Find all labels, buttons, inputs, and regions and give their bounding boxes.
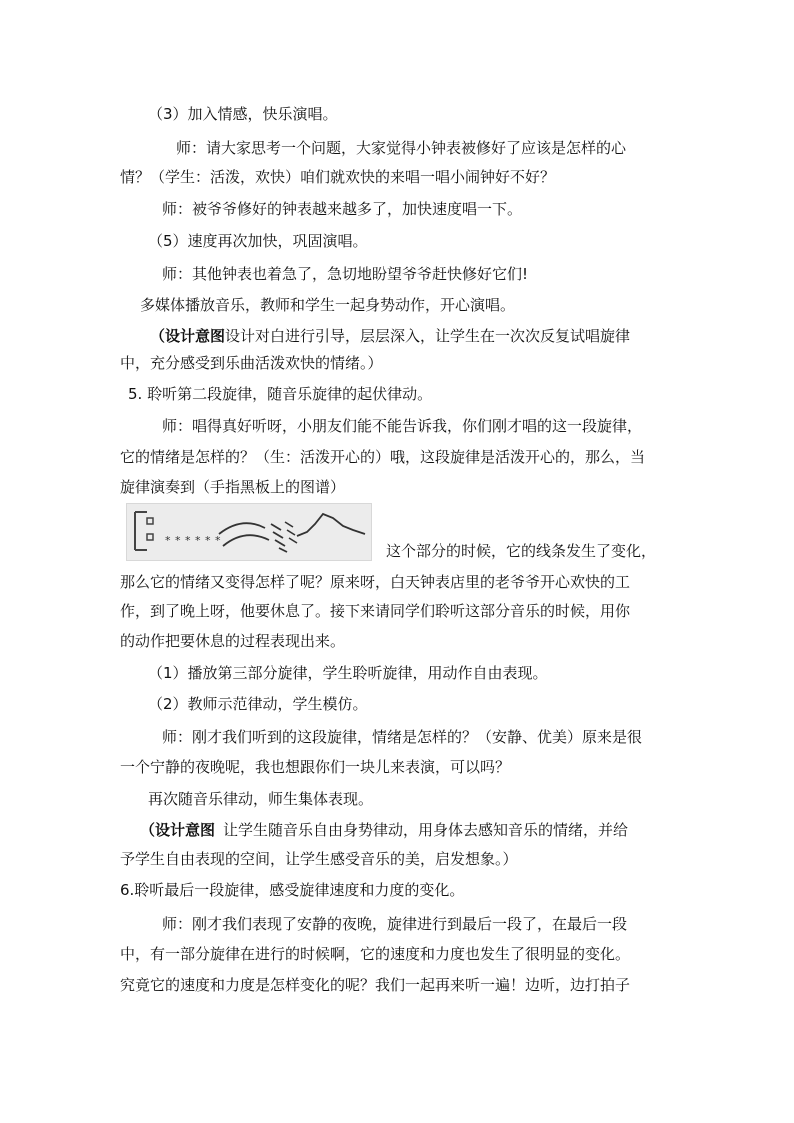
svg-text:*: * xyxy=(175,534,181,547)
body-line-17: 的动作把要休息的过程表现出来。 xyxy=(120,632,346,650)
teacher-line-4-cont2: 旋律演奏到（手指黑板上的图谱） xyxy=(120,478,346,496)
teacher-line-5: 师：刚才我们听到的这段旋律，情绪是怎样的？（安静、优美）原来是很 xyxy=(162,728,643,746)
teacher-line-3: 师：其他钟表也着急了，急切地盼望爷爷赶快修好它们! xyxy=(162,265,529,283)
svg-text:*: * xyxy=(205,534,211,547)
design-intent-2 xyxy=(140,820,628,840)
svg-text:*: * xyxy=(185,534,191,547)
teacher-line-2: 师：被爷爷修好的钟表越来越多了，加快速度唱一下。 xyxy=(162,200,523,218)
group-perform-line: 再次随音乐律动，师生集体表现。 xyxy=(148,790,374,808)
sub-step-2: （2）教师示范律动，学生模仿。 xyxy=(148,695,368,713)
body-line-16: 作，到了晚上呀，他要休息了。接下来请同学们聆听这部分音乐的时候，用你 xyxy=(120,602,631,620)
sub-step-1: （1）播放第三部分旋律，学生聆听旋律，用动作自由表现。 xyxy=(148,664,548,682)
teacher-line-4-cont: 它的情绪是怎样的？（生：活泼开心的）哦，这段旋律是活泼开心的，那么，当 xyxy=(120,448,646,466)
design-intent-text: 让学生随音乐自由身势律动，用身体去感知音乐的情绪，并给 xyxy=(223,821,629,839)
teacher-line-6-cont: 中，有一部分旋律在进行的时候啊，它的速度和力度也发生了很明显的变化。 xyxy=(120,945,631,963)
section-5-heading: 5. 聆听第二段旋律，随音乐旋律的起伏律动。 xyxy=(128,385,433,403)
body-line-15: 那么它的情绪又变得怎样了呢？原来呀，白天钟表店里的老爷爷开心欢快的工 xyxy=(120,573,631,591)
teacher-line-6-cont2: 究竟它的速度和力度是怎样变化的呢？我们一起再来听一遍！边听，边打拍子 xyxy=(120,976,631,994)
design-intent-label: （设计意图 xyxy=(150,327,226,345)
design-intent-2-cont: 予学生自由表现的空间，让学生感受音乐的美，启发想象。） xyxy=(120,850,518,868)
multimedia-line: 多媒体播放音乐，教师和学生一起身势动作，开心演唱。 xyxy=(140,296,516,314)
teacher-line-5-cont: 一个宁静的夜晚呢，我也想跟你们一块儿来表演，可以吗？ xyxy=(120,758,511,776)
design-intent-label: （设计意图 xyxy=(140,821,216,839)
para-step-5: （5）速度再次加快，巩固演唱。 xyxy=(148,232,368,250)
svg-text:*: * xyxy=(165,534,171,547)
design-intent-1-cont: 中，充分感受到乐曲活泼欢快的情绪。） xyxy=(120,354,383,372)
para-step-3: （3）加入情感，快乐演唱。 xyxy=(148,105,338,123)
svg-text:*: * xyxy=(215,534,221,547)
teacher-line-1-cont: 情？（学生：活泼，欢快）咱们就欢快的来唱一唱小闹钟好不好？ xyxy=(120,168,556,186)
design-intent-text: 设计对白进行引导，层层深入，让学生在一次次反复试唱旋律 xyxy=(225,327,631,345)
section-6-heading: 6.聆听最后一段旋律，感受旋律速度和力度的变化。 xyxy=(120,881,465,899)
design-intent-1 xyxy=(150,326,630,346)
teacher-line-1: 师：请大家思考一个问题，大家觉得小钟表被修好了应该是怎样的心 xyxy=(176,139,627,157)
teacher-line-4: 师：唱得真好听呀，小朋友们能不能告诉我，你们刚才唱的这一段旋律， xyxy=(162,417,643,435)
teacher-line-6: 师：刚才我们表现了安静的夜晚，旋律进行到最后一段了，在最后一段 xyxy=(162,915,628,933)
melody-graph-drawing xyxy=(127,504,371,560)
text-after-graph: 这个部分的时候，它的线条发生了变化， xyxy=(386,542,657,560)
melody-graph-image xyxy=(126,503,372,561)
svg-text:*: * xyxy=(195,534,201,547)
